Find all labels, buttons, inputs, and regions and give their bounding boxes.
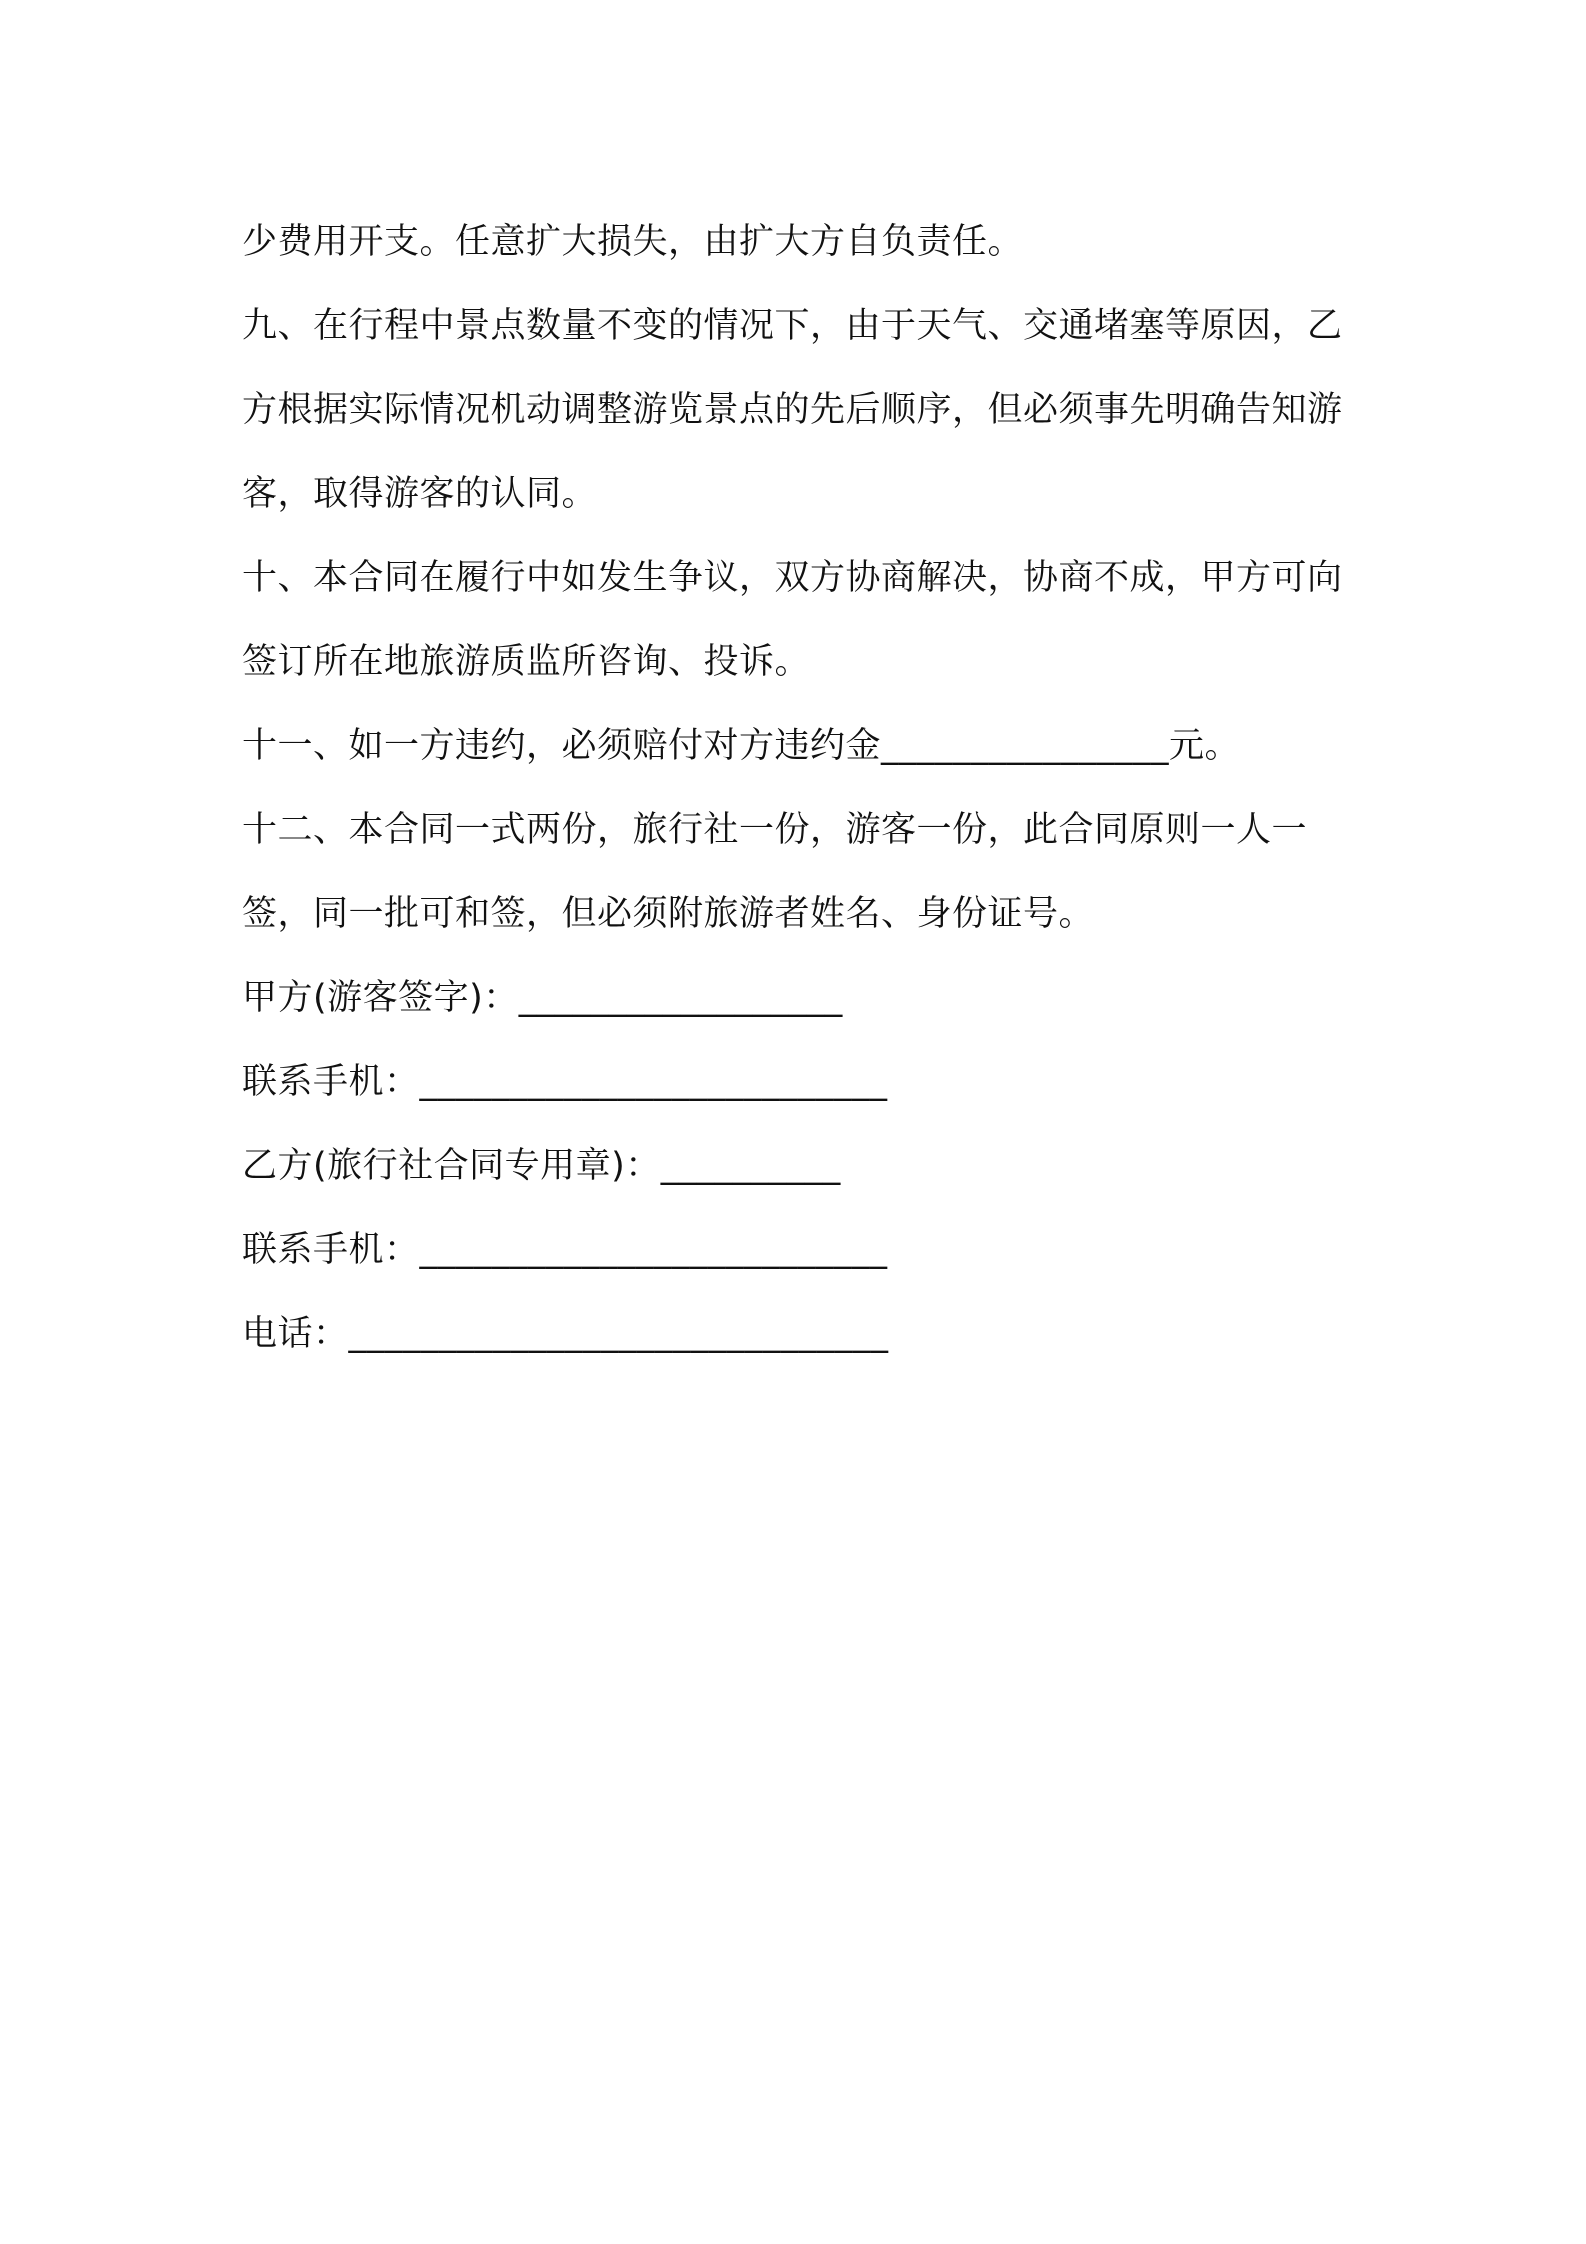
party-a-signature-line: 甲方(游客签字)：__________________ <box>242 978 843 1018</box>
party-b-seal-line: 乙方(旅行社合同专用章)：__________ <box>242 1146 841 1186</box>
clause-11: 十一、如一方违约，必须赔付对方违约金________________元。 <box>242 726 1241 766</box>
phone-line: 电话：______________________________ <box>242 1314 889 1354</box>
party-b-mobile-line: 联系手机：__________________________ <box>242 1230 888 1270</box>
party-a-mobile-line: 联系手机：__________________________ <box>242 1062 888 1102</box>
clause-9: 九、在行程中景点数量不变的情况下，由于天气、交通堵塞等原因，乙方根据实际情况机动调整游览景点的先后顺序，但必须事先明确告知游客，取得游客的认同。 <box>242 306 1343 514</box>
clause-continuation: 少费用开支。任意扩大损失，由扩大方自负责任。 <box>242 222 1024 262</box>
clause-10: 十、本合同在履行中如发生争议，双方协商解决，协商不成，甲方可向签订所在地旅游质监所咨询、投诉。 <box>242 558 1343 682</box>
contract-body <box>242 200 1362 1376</box>
clause-12: 十二、本合同一式两份，旅行社一份，游客一份，此合同原则一人一签，同一批可和签，但必须附旅游者姓名、身份证号。 <box>242 810 1308 934</box>
